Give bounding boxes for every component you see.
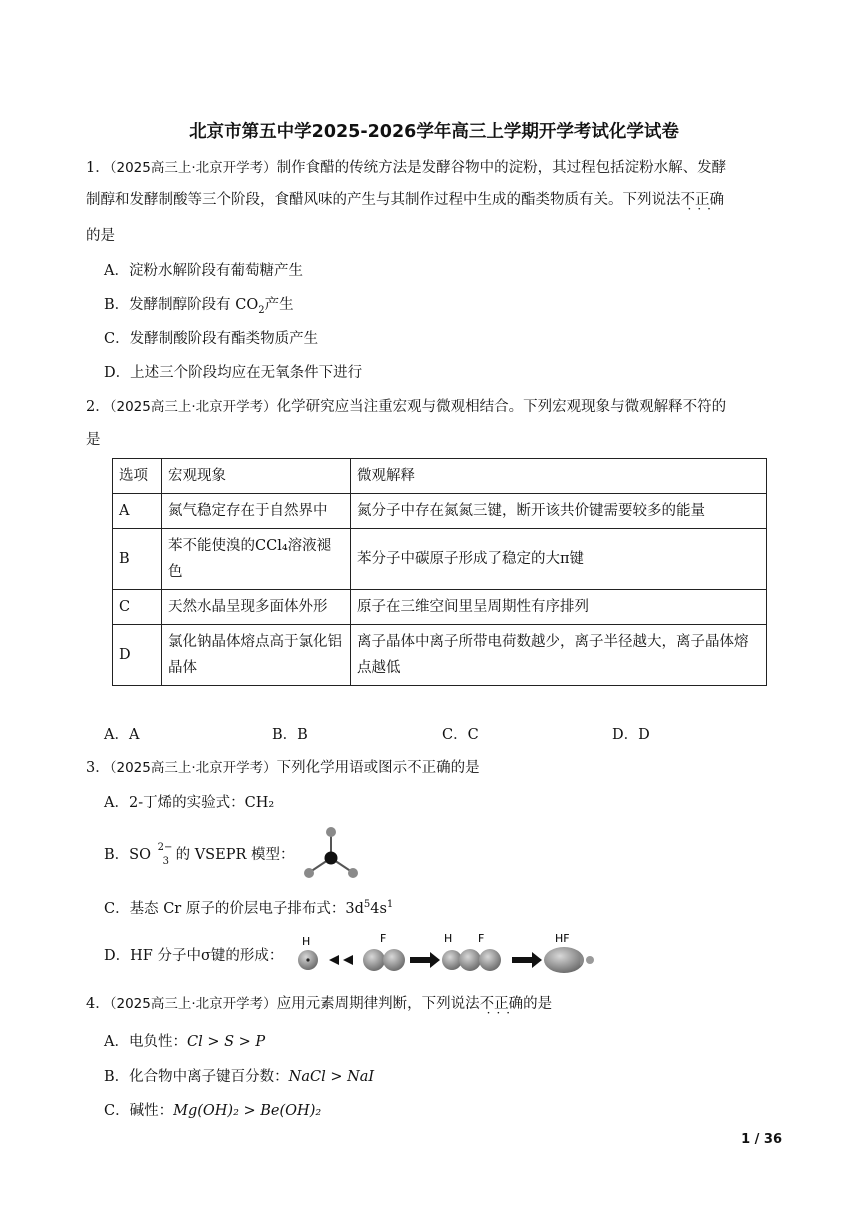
hf-sigma-orbital xyxy=(544,947,584,973)
table-cell: 苯分子中碳原子形成了稳定的大π键 xyxy=(351,529,767,590)
q4-line-1 xyxy=(86,994,552,1014)
arrow-right-icon xyxy=(430,952,440,968)
q4-source: （2025高三上·北京开学考） xyxy=(109,996,277,1012)
q2-number: 2． xyxy=(86,399,110,415)
q1-option-b-sub: 2 xyxy=(258,304,265,316)
q4-option-c-text: C．碱性： xyxy=(104,1103,174,1119)
q4-stem-a: 应用元素周期律判断，下列说法 xyxy=(276,996,480,1012)
q2-stem-1: 化学研究应当注重宏观与微观相结合。下列宏观现象与微观解释不符的 xyxy=(276,399,727,415)
q1-option-b-text: B．发酵制醇阶段有 CO xyxy=(104,297,259,313)
q2-stem-2: 是 xyxy=(86,432,101,448)
q3-option-c[interactable] xyxy=(104,895,393,919)
table-row xyxy=(113,494,767,529)
q3-option-a[interactable]: A．2-丁烯的实验式：CH₂ xyxy=(104,795,275,811)
table-header: 选项 xyxy=(113,459,162,494)
f-label: F xyxy=(478,932,485,945)
oxygen-atom xyxy=(304,868,314,878)
q1-line-1 xyxy=(86,158,726,178)
q2-table xyxy=(112,458,767,686)
q4-option-b-expr: NaCl > NaI xyxy=(288,1069,375,1085)
q1-option-a[interactable]: A．淀粉水解阶段有葡萄糖产生 xyxy=(104,263,303,279)
h-label: H xyxy=(444,932,453,945)
q4-number: 4． xyxy=(86,996,110,1012)
table-row xyxy=(113,529,767,590)
table-header-row xyxy=(113,459,767,494)
q1-emphasis: 不正确 ··· xyxy=(681,192,725,208)
q4-option-b[interactable] xyxy=(104,1067,374,1087)
cr-4s: 4s xyxy=(370,900,387,917)
f-label: F xyxy=(380,932,387,945)
so3-ion-scripts xyxy=(156,842,176,867)
f-p-orbital-lobe xyxy=(459,949,481,971)
table-cell: D xyxy=(113,625,162,686)
q1-stem-3: 的是 xyxy=(86,228,115,244)
so3-subscript: 3 xyxy=(162,856,169,867)
q2-option-d[interactable]: D．D xyxy=(612,727,650,743)
table-header: 宏观现象 xyxy=(162,459,351,494)
table-cell: C xyxy=(113,590,162,625)
table-row xyxy=(113,590,767,625)
q1-stem-1: 制作食醋的传统方法是发酵谷物中的淀粉，其过程包括淀粉水解、发酵 xyxy=(276,160,727,176)
oxygen-atom xyxy=(326,827,336,837)
q4-option-c-expr: Mg(OH)₂ > Be(OH)₂ xyxy=(173,1103,322,1119)
q1-stem-2: 制醇和发酵制酸等三个阶段，食醋风味的产生与其制作过程中生成的酯类物质有关。下列说法 xyxy=(86,192,681,208)
table-cell: 天然水晶呈现多面体外形 xyxy=(162,590,351,625)
arrow-left-icon xyxy=(343,955,353,965)
q2-line-1 xyxy=(86,397,726,417)
q3-number: 3． xyxy=(86,760,110,776)
table-cell: B xyxy=(113,529,162,590)
table-cell: 离子晶体中离子所带电荷数越少，离子半径越大，离子晶体熔点越低 xyxy=(351,625,767,686)
q3-option-b-text: B．SO xyxy=(104,847,151,863)
q4-option-a-text: A．电负性： xyxy=(104,1034,187,1050)
q4-stem-c: 的是 xyxy=(523,996,553,1012)
table-header: 微观解释 xyxy=(351,459,767,494)
table-cell: 氮分子中存在氮氮三键，断开该共价键需要较多的能量 xyxy=(351,494,767,529)
q2-option-c[interactable]: C．C xyxy=(442,727,479,743)
table-cell: 氮气稳定存在于自然界中 xyxy=(162,494,351,529)
q3-option-b-tail: 的 VSEPR 模型： xyxy=(175,847,295,863)
cr-3d-sup: 5 xyxy=(363,899,371,910)
sigma-bond-diagram xyxy=(292,928,602,980)
q4-option-a-expr: Cl > S > P xyxy=(186,1034,266,1050)
q1-line-2 xyxy=(86,190,724,210)
cr-4s-sup: 1 xyxy=(386,899,394,910)
q4-emphasis: 不正确 ··· xyxy=(480,996,524,1012)
q3-option-c-text: C．基态 Cr 原子的价层电子排布式：3d xyxy=(104,900,364,917)
table-cell: A xyxy=(113,494,162,529)
q3-option-d-text: D．HF 分子中σ键的形成： xyxy=(104,948,284,964)
hf-label: HF xyxy=(555,932,570,945)
q1-source: （2025高三上·北京开学考） xyxy=(109,160,277,176)
q3-option-b[interactable] xyxy=(104,842,295,867)
q4-option-b-text: B．化合物中离子键百分数： xyxy=(104,1069,289,1085)
arrow-left-icon xyxy=(329,955,339,965)
page-title: 北京市第五中学2025-2026学年高三上学期开学考试化学试卷 xyxy=(189,122,679,142)
arrow-right-icon xyxy=(532,952,542,968)
f-p-orbital-lobe xyxy=(479,949,501,971)
page-number: 1 / 36 xyxy=(741,1132,782,1147)
q3-source: （2025高三上·北京开学考） xyxy=(109,760,277,776)
vsepr-model-diagram xyxy=(300,826,370,896)
q3-line-1 xyxy=(86,758,480,778)
h-label: H xyxy=(302,935,311,948)
oxygen-atom xyxy=(348,868,358,878)
table-row xyxy=(113,625,767,686)
q1-option-c[interactable]: C．发酵制酸阶段有酯类物质产生 xyxy=(104,331,319,347)
table-cell: 氯化钠晶体熔点高于氯化铝晶体 xyxy=(162,625,351,686)
sulfur-atom xyxy=(325,852,338,865)
q1-number: 1． xyxy=(86,160,110,176)
q4-option-c[interactable] xyxy=(104,1101,321,1121)
q2-option-b[interactable]: B．B xyxy=(272,727,308,743)
q2-option-a[interactable]: A．A xyxy=(104,727,140,743)
q1-option-b[interactable] xyxy=(104,295,294,321)
table-cell: 原子在三维空间里呈周期性有序排列 xyxy=(351,590,767,625)
q1-option-d[interactable]: D．上述三个阶段均应在无氧条件下进行 xyxy=(104,365,363,381)
table-cell: 苯不能使溴的CCl₄溶液褪色 xyxy=(162,529,351,590)
f-p-orbital-lobe xyxy=(383,949,405,971)
q3-stem: 下列化学用语或图示不正确的是 xyxy=(276,760,480,776)
so3-charge: 2− xyxy=(157,842,173,853)
q4-option-a[interactable] xyxy=(104,1032,265,1052)
q1-option-b-tail: 产生 xyxy=(264,297,294,313)
q2-source: （2025高三上·北京开学考） xyxy=(109,399,277,415)
q3-option-d[interactable] xyxy=(104,946,283,966)
f-p-orbital-lobe xyxy=(363,949,385,971)
